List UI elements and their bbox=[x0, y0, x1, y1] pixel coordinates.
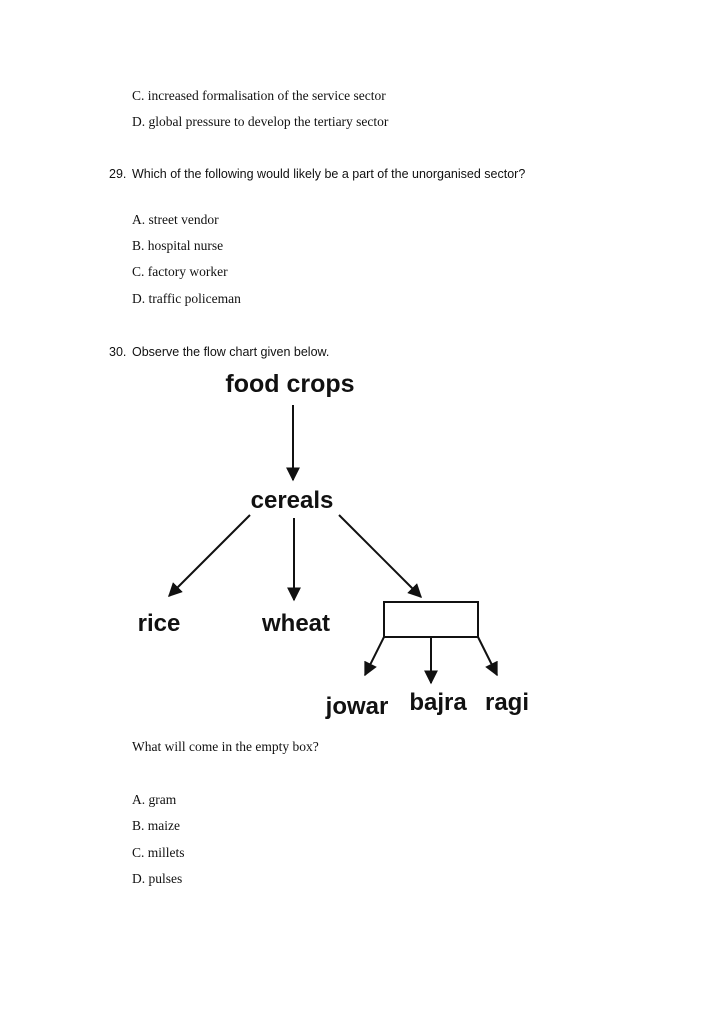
flow-node-food-crops: food crops bbox=[225, 370, 355, 398]
arrow-cereals-to-empty-box bbox=[339, 515, 421, 597]
q29-option-c: C. factory worker bbox=[132, 264, 228, 279]
q30-option-c: C. millets bbox=[132, 845, 185, 860]
q30-question: Observe the flow chart given below. bbox=[132, 345, 330, 359]
q29-number: 29. bbox=[109, 167, 127, 181]
flow-empty-box bbox=[384, 602, 478, 637]
q30-option-a: A. gram bbox=[132, 792, 177, 807]
q30-option-d: D. pulses bbox=[132, 871, 183, 886]
flow-node-rice: rice bbox=[137, 610, 181, 637]
q29-option-a: A. street vendor bbox=[132, 212, 219, 227]
arrow-box-to-ragi bbox=[478, 637, 497, 675]
flow-node-bajra: bajra bbox=[409, 689, 467, 716]
q29-option-d: D. traffic policeman bbox=[132, 291, 241, 306]
q28-option-d: D. global pressure to develop the tertiary sector bbox=[132, 114, 389, 129]
flow-node-ragi: ragi bbox=[484, 689, 530, 716]
q29-option-b: B. hospital nurse bbox=[132, 238, 224, 253]
arrow-box-to-jowar bbox=[365, 637, 384, 675]
q30-prompt: What will come in the empty box? bbox=[132, 739, 319, 754]
q28-option-c: C. increased formalisation of the service sector bbox=[132, 88, 386, 103]
q29-question: Which of the following would likely be a part of the unorganised sector? bbox=[132, 167, 526, 181]
flow-node-jowar: jowar bbox=[325, 693, 389, 720]
q30-number: 30. bbox=[109, 345, 127, 359]
flow-node-wheat: wheat bbox=[261, 610, 331, 637]
arrow-cereals-to-rice bbox=[169, 515, 250, 596]
q30-option-b: B. maize bbox=[132, 818, 180, 833]
flow-node-cereals: cereals bbox=[250, 487, 334, 514]
